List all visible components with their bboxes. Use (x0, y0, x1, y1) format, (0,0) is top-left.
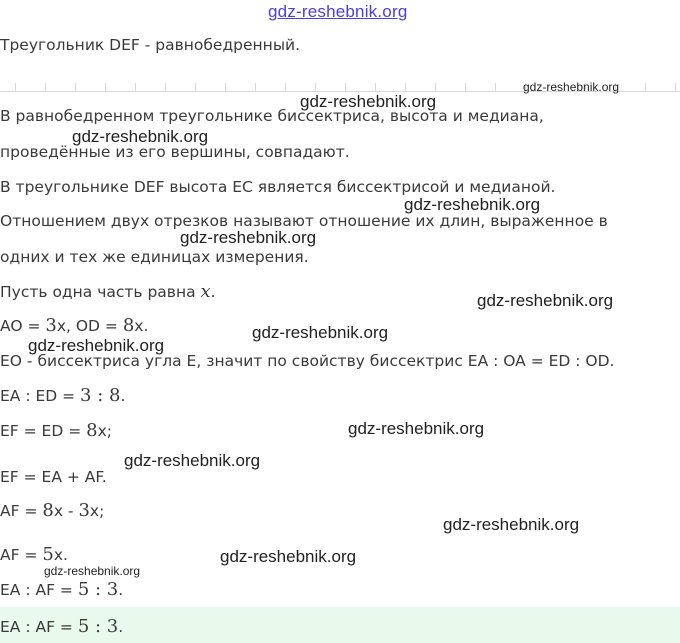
watermark: gdz-reshebnik.org (443, 515, 580, 534)
answer-line (0, 617, 123, 637)
line-text: . (210, 283, 216, 301)
line-text: AF = (0, 502, 43, 520)
line-text: . (118, 618, 124, 636)
line-text: Пусть одна часть равна (0, 283, 201, 301)
line-text: AF = (0, 546, 43, 564)
line-text: EA : AF = (0, 618, 78, 636)
line-text: EA : AF = (0, 581, 78, 599)
math-line (0, 386, 125, 406)
line-text: x, OD = (56, 317, 123, 335)
math-line (0, 282, 216, 302)
line-text: EA : ED = (0, 387, 81, 405)
math-line (0, 316, 148, 336)
text-line: Отношением двух отрезков называют отношение их длин, выраженное в (0, 212, 608, 230)
math-ratio: 5 : 3 (77, 579, 119, 600)
watermark: gdz-reshebnik.org (44, 564, 141, 578)
watermark: gdz-reshebnik.org (72, 127, 209, 146)
math-number: 3 (45, 315, 57, 336)
line-text: x; (89, 502, 105, 520)
math-line (0, 580, 123, 600)
math-line (0, 501, 104, 521)
text-line: проведённые из его вершины, совпадают. (0, 143, 350, 161)
line-text: x; (97, 422, 112, 440)
watermark: gdz-reshebnik.org (28, 336, 165, 355)
line-text: AO = (0, 317, 46, 335)
text-line: EF = EA + AF. (0, 468, 107, 486)
watermark: gdz-reshebnik.org (180, 228, 317, 247)
watermark: gdz-reshebnik.org (300, 92, 437, 111)
line-text: x. (53, 546, 68, 564)
math-variable: x (200, 281, 211, 302)
watermark: gdz-reshebnik.org (124, 451, 261, 470)
math-line (0, 421, 112, 441)
text-line: одних и тех же единицах измерения. (0, 248, 309, 266)
watermark: gdz-reshebnik.org (404, 195, 541, 214)
line-text: . (118, 581, 124, 599)
text-line: В равнобедренном треугольнике биссектриса, высота и медиана, (0, 107, 544, 125)
statement-line: Треугольник DEF - равнобедренный. (0, 36, 301, 54)
watermark: gdz-reshebnik.org (523, 80, 620, 94)
math-number: 5 (42, 544, 54, 565)
line-text: x. (134, 317, 149, 335)
math-ratio: 5 : 3 (77, 616, 119, 637)
math-number: 8 (42, 500, 54, 521)
math-number: 8 (122, 315, 135, 336)
math-line (0, 545, 68, 565)
watermark: gdz-reshebnik.org (477, 291, 614, 310)
math-number: 8 (86, 420, 98, 441)
line-text: . (120, 387, 126, 405)
line-text: x - (53, 502, 79, 520)
text-line: EO - биссектриса угла E, значит по свойству биссектрис EA : OA = ED : OD. (0, 352, 615, 370)
watermark: gdz-reshebnik.org (220, 547, 357, 566)
watermark: gdz-reshebnik.org (348, 419, 485, 438)
math-number: 3 (78, 500, 90, 521)
watermark: gdz-reshebnik.org (252, 323, 389, 342)
text-line: В треугольнике DEF высота EC является биссектрисой и медианой. (0, 178, 556, 196)
math-ratio: 3 : 8 (80, 385, 121, 406)
line-text: EF = ED = (0, 422, 87, 440)
site-watermark-top: gdz-reshebnik.org (268, 2, 408, 21)
